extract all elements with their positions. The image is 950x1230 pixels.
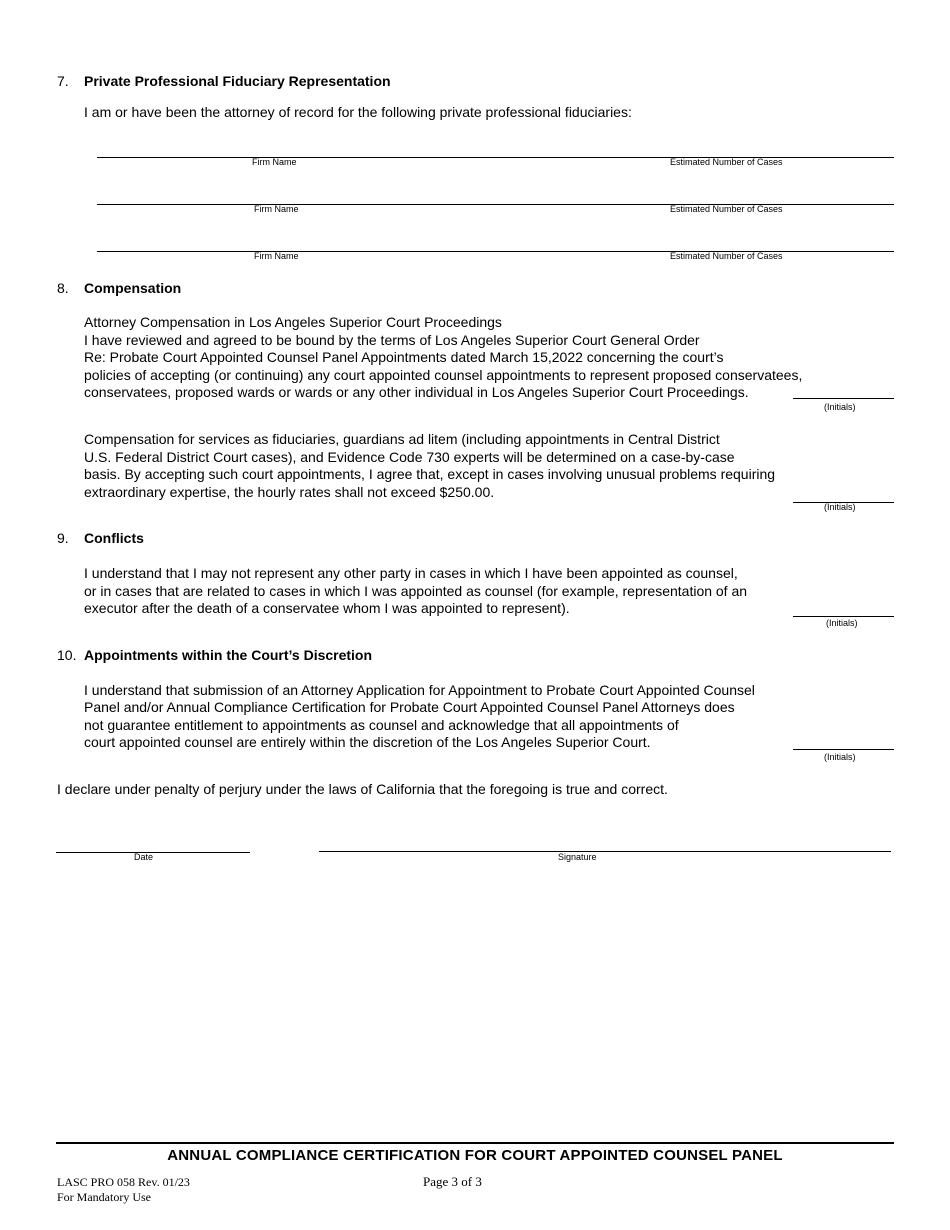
compensation-text-line: I have reviewed and agreed to be bound by the terms of Los Angeles Superior Court General Order (84, 332, 700, 348)
page-number: Page 3 of 3 (423, 1174, 482, 1189)
estimated-cases-label: Estimated Number of Cases (670, 204, 783, 214)
compensation-text-line: Re: Probate Court Appointed Counsel Panel Appointments dated March 15,2022 concerning the court’s (84, 349, 724, 365)
compensation-text-line: policies of accepting (or continuing) any court appointed counsel appointments to represent proposed conservatees, (84, 367, 803, 383)
section-9-number: 9. (57, 530, 69, 546)
section-7-intro: I am or have been the attorney of record for the following private professional fiduciaries: (84, 104, 632, 120)
compensation-text-line: conservatees, proposed wards or wards or any other individual in Los Angeles Superior Court Proceedings. (84, 384, 749, 400)
signature-label: Signature (558, 852, 597, 862)
section-10-number: 10. (57, 647, 77, 663)
section-8-title: Compensation (84, 280, 182, 296)
conflicts-text-line: I understand that I may not represent any other party in cases in which I have been appointed as counsel, (84, 565, 738, 581)
section-7-number: 7. (57, 73, 69, 89)
compensation-text-line: basis. By accepting such court appointments, I agree that, except in cases involving unusual problems requiring (84, 466, 776, 482)
section-8-number: 8. (57, 280, 69, 296)
perjury-declaration: I declare under penalty of perjury under the laws of California that the foregoing is true and correct. (57, 781, 668, 797)
section-9-title: Conflicts (84, 530, 144, 546)
section-10-title: Appointments within the Court’s Discretion (84, 647, 373, 663)
compensation-text-line: Compensation for services as fiduciaries, guardians ad litem (including appointments in Central District (84, 431, 720, 447)
initials-label: (Initials) (824, 402, 856, 412)
initials-label: (Initials) (824, 752, 856, 762)
date-label: Date (134, 852, 154, 862)
signature-line[interactable] (319, 851, 891, 852)
initials-line[interactable] (793, 616, 894, 617)
firm-name-label: Firm Name (254, 204, 299, 214)
discretion-text-line: Panel and/or Annual Compliance Certification for Probate Court Appointed Counsel Panel Attorneys does (84, 699, 735, 715)
discretion-text-line: court appointed counsel are entirely within the discretion of the Los Angeles Superior Court. (84, 734, 651, 750)
conflicts-text-line: or in cases that are related to cases in which I was appointed as counsel (for example, representation of an (84, 583, 748, 599)
discretion-text-line: not guarantee entitlement to appointments as counsel and acknowledge that all appointments of (84, 717, 679, 733)
compensation-text-line: U.S. Federal District Court cases), and Evidence Code 730 experts will be determined on a case-by-case (84, 449, 735, 465)
compensation-text-line: Attorney Compensation in Los Angeles Superior Court Proceedings (84, 314, 502, 330)
estimated-cases-label: Estimated Number of Cases (670, 157, 783, 167)
section-7-title: Private Professional Fiduciary Representation (84, 73, 391, 89)
compensation-text-line: extraordinary expertise, the hourly rates shall not exceed $250.00. (84, 484, 495, 500)
form-usage: For Mandatory Use (57, 1190, 151, 1204)
footer-rule (56, 1142, 894, 1144)
firm-name-label: Firm Name (254, 251, 299, 261)
initials-label: (Initials) (824, 502, 856, 512)
initials-line[interactable] (793, 749, 894, 750)
estimated-cases-label: Estimated Number of Cases (670, 251, 783, 261)
form-id: LASC PRO 058 Rev. 01/23 (57, 1175, 190, 1189)
conflicts-text-line: executor after the death of a conservatee whom I was appointed to represent). (84, 600, 570, 616)
firm-name-label: Firm Name (252, 157, 297, 167)
form-title: ANNUAL COMPLIANCE CERTIFICATION FOR COURT APPOINTED COUNSEL PANEL (167, 1147, 783, 1164)
initials-label: (Initials) (826, 618, 858, 628)
initials-line[interactable] (793, 398, 894, 399)
discretion-text-line: I understand that submission of an Attorney Application for Appointment to Probate Court Appointed Counsel (84, 682, 755, 698)
